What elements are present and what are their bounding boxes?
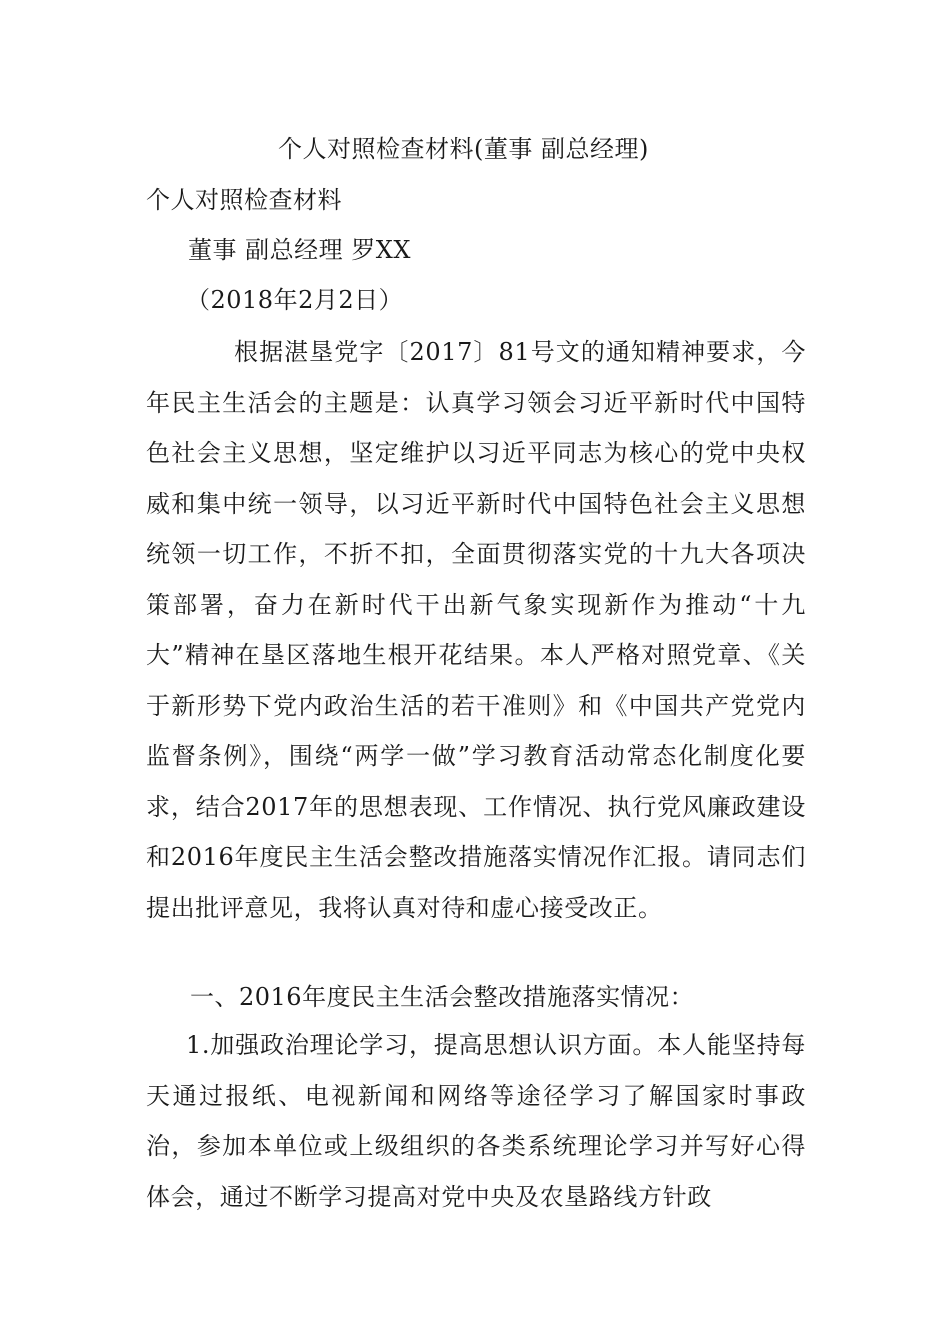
intro-paragraph: 根据湛垦党字〔2017〕81号文的通知精神要求，今年民主生活会的主题是：认真学习领会习近平新时代中国特色社会主义思想，坚定维护以习近平同志为核心的党中央权威和集中统一领导，以习近平新时代中国特色社会主义思想统领一切工作，不折不扣，全面贯彻落实党的十九大各项决策部署，奋力在新时代干出新气象实现新作为推动“十九大”精神在垦区落地生根开花结果。本人严格对照党章、《关于新形势下党内政治生活的若干准则》和《中国共产党党内监督条例》，围绕“两学一做”学习教育活动常态化制度化要求，结合2017年的思想表现、工作情况、执行党风廉政建设和2016年度民主生活会整改措施落实情况作汇报。请同志们提出批评意见，我将认真对待和虚心接受改正。: [146, 338, 806, 922]
date-line: （2018年2月2日）: [186, 286, 404, 314]
section-heading: 一、2016年度民主生活会整改措施落实情况：: [190, 983, 695, 1011]
document-subtitle: 个人对照检查材料: [146, 186, 342, 214]
body-paragraph: 1.加强政治理论学习，提高思想认识方面。本人能坚持每天通过报纸、电视新闻和网络等途径学习了解国家时事政治，参加本单位或上级组织的各类系统理论学习并写好心得体会，通过不断学习提高对党中央及农垦路线方针政: [146, 1031, 806, 1211]
author-line: 董事 副总经理 罗XX: [188, 236, 411, 264]
document-title: 个人对照检查材料(董事 副总经理): [278, 135, 649, 163]
